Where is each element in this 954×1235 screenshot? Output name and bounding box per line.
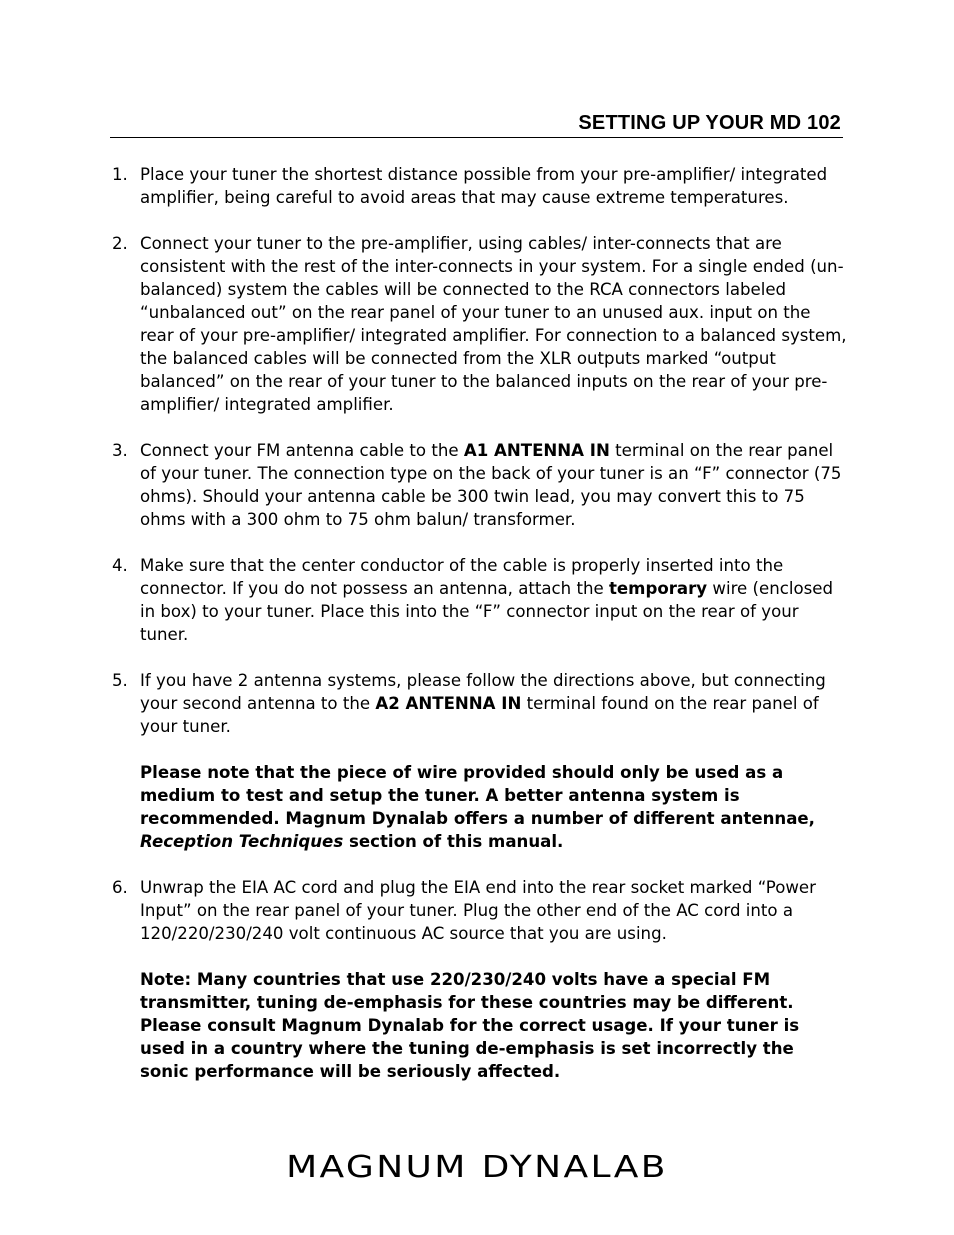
- item-text: [140, 669, 848, 738]
- text-segment: Make sure that the center conductor of the cable is properly inserted into the connector. If you do not possess an antenna, attach the: [140, 556, 784, 598]
- item-number: 3.: [112, 441, 128, 460]
- text-segment: terminal found on the rear panel of your tuner.: [140, 694, 819, 736]
- text-segment: section of this manual.: [343, 832, 564, 851]
- item-number: 4.: [112, 556, 128, 575]
- text-segment: If you have 2 antenna systems, please follow the directions above, but connecting your second antenna to the: [140, 671, 826, 713]
- text-segment: terminal on the rear panel of your tuner. The connection type on the back of your tuner is an “F” connector (75 ohms). Should your antenna cable be 300 twin lead, you may convert this to 75 ohms with a 300 ohm to 75 ohm balun/ transformer.: [140, 441, 842, 529]
- list-item: [108, 163, 848, 209]
- terminal-label: A2 ANTENNA IN: [375, 694, 522, 713]
- item-text: Unwrap the EIA AC cord and plug the EIA end into the rear socket marked “Power Input” on the rear panel of your tuner. Plug the other end of the AC cord into a 120/220/230/240 volt continuous AC source that you are using.: [140, 878, 816, 943]
- text-segment: Please note that the piece of wire provided should only be used as a medium to test and setup the tuner. A better antenna system is recommended. Magnum Dynalab offers a number of different antennae,: [140, 763, 815, 828]
- item-number: 1.: [112, 165, 128, 184]
- item-number: 6.: [112, 878, 128, 897]
- terminal-label: A1 ANTENNA IN: [463, 441, 610, 460]
- text-segment: Connect your FM antenna cable to the: [140, 441, 464, 460]
- instruction-list: [108, 163, 848, 1106]
- list-item: [108, 669, 848, 853]
- page-title: SETTING UP YOUR MD 102: [578, 112, 841, 134]
- list-item: [108, 232, 848, 416]
- item-text: [140, 554, 848, 646]
- list-item: [108, 554, 848, 646]
- item-text: Connect your tuner to the pre-amplifier, using cables/ inter-connects that are consistent with the rest of the inter-connects in your system. For a single ended (un-balanced) system the cables will be connected to the RCA connectors labeled “unbalanced out” on the rear panel of your tuner to an unused aux. input on the rear of your pre-amplifier/ integrated amplifier. For connection to a balanced system, the balanced cables will be connected from the XLR outputs marked “output balanced” on the rear of your tuner to the balanced inputs on the rear of your pre-amplifier/ integrated amplifier.: [140, 234, 847, 414]
- section-reference: Reception Techniques: [140, 832, 344, 851]
- text-segment: wire (enclosed in box) to your tuner. Place this into the “F” connector input on the rear of your tuner.: [140, 579, 833, 644]
- page-header: [110, 112, 843, 138]
- list-item: [108, 439, 848, 531]
- emphasis: temporary: [608, 579, 708, 598]
- item-text: [140, 439, 848, 531]
- item-number: 2.: [112, 234, 128, 253]
- brand-logo: MAGNUM DYNALAB: [286, 1150, 668, 1185]
- item-number: 5.: [112, 671, 128, 690]
- list-item: [108, 876, 848, 1083]
- item-text: Place your tuner the shortest distance possible from your pre-amplifier/ integrated amplifier, being careful to avoid areas that may cause extreme temperatures.: [140, 165, 828, 207]
- item-note: Note: Many countries that use 220/230/240 volts have a special FM transmitter, tuning de-emphasis for these countries may be different. Please consult Magnum Dynalab for the correct usage. If your tuner is used in a country where the tuning de-emphasis is set incorrectly the sonic performance will be seriously affected.: [140, 970, 800, 1081]
- item-note: [140, 761, 848, 853]
